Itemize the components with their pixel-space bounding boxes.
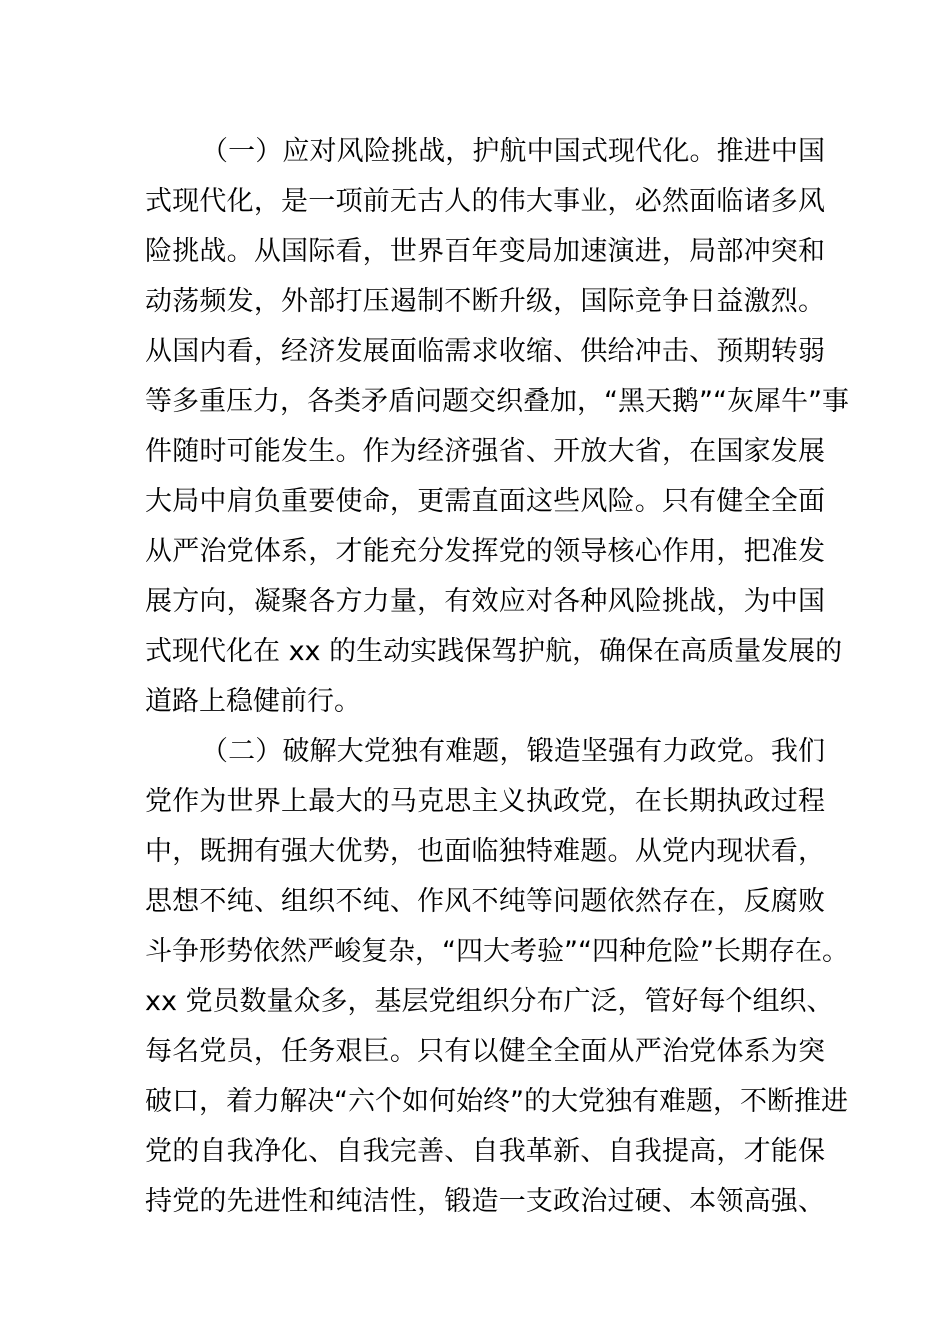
- text-line: 中，既拥有强大优势，也面临独特难题。从党内现状看，: [145, 836, 825, 867]
- text-line: 从严治党体系，才能充分发挥党的领导核心作用，把准发: [145, 536, 825, 567]
- text-line: 从国内看，经济发展面临需求收缩、供给冲击、预期转弱: [145, 336, 825, 367]
- body-text: [145, 127, 849, 1227]
- text-line: 党的自我净化、自我完善、自我革新、自我提高，才能保: [145, 1136, 825, 1167]
- text-line: 党作为世界上最大的马克思主义执政党，在长期执政过程: [145, 786, 825, 817]
- text-line: 等多重压力，各类矛盾问题交织叠加，“黑天鹅”“灰犀牛”事: [145, 386, 849, 417]
- text-line: 式现代化，是一项前无古人的伟大事业，必然面临诸多风: [145, 186, 825, 217]
- paragraph-risk-challenges: [145, 127, 849, 727]
- text-line: 每名党员，任务艰巨。只有以健全全面从严治党体系为突: [145, 1036, 825, 1067]
- text-line: 动荡频发，外部打压遏制不断升级，国际竞争日益激烈。: [145, 286, 825, 317]
- text-line: 展方向，凝聚各方力量，有效应对各种风险挑战，为中国: [145, 586, 825, 617]
- text-line: 思想不纯、组织不纯、作风不纯等问题依然存在，反腐败: [145, 886, 825, 917]
- paragraph-party-challenges: [145, 727, 849, 1227]
- text-line: 持党的先进性和纯洁性，锻造一支政治过硬、本领高强、: [145, 1186, 825, 1217]
- text-line: xx 党员数量众多，基层党组织分布广泛，管好每个组织、: [145, 986, 834, 1017]
- text-line: （二）破解大党独有难题，锻造坚强有力政党。我们: [201, 736, 825, 767]
- text-line: 式现代化在 xx 的生动实践保驾护航，确保在高质量发展的: [145, 636, 843, 667]
- text-line: 大局中肩负重要使命，更需直面这些风险。只有健全全面: [145, 486, 825, 517]
- text-line: 件随时可能发生。作为经济强省、开放大省，在国家发展: [145, 436, 825, 467]
- text-line: 险挑战。从国际看，世界百年变局加速演进，局部冲突和: [145, 236, 825, 267]
- text-line: 斗争形势依然严峻复杂，“四大考验”“四种危险”长期存在。: [145, 936, 849, 967]
- text-line: （一）应对风险挑战，护航中国式现代化。推进中国: [201, 136, 825, 167]
- text-line: 破口，着力解决“六个如何始终”的大党独有难题，不断推进: [145, 1086, 848, 1117]
- text-line: 道路上稳健前行。: [145, 686, 361, 717]
